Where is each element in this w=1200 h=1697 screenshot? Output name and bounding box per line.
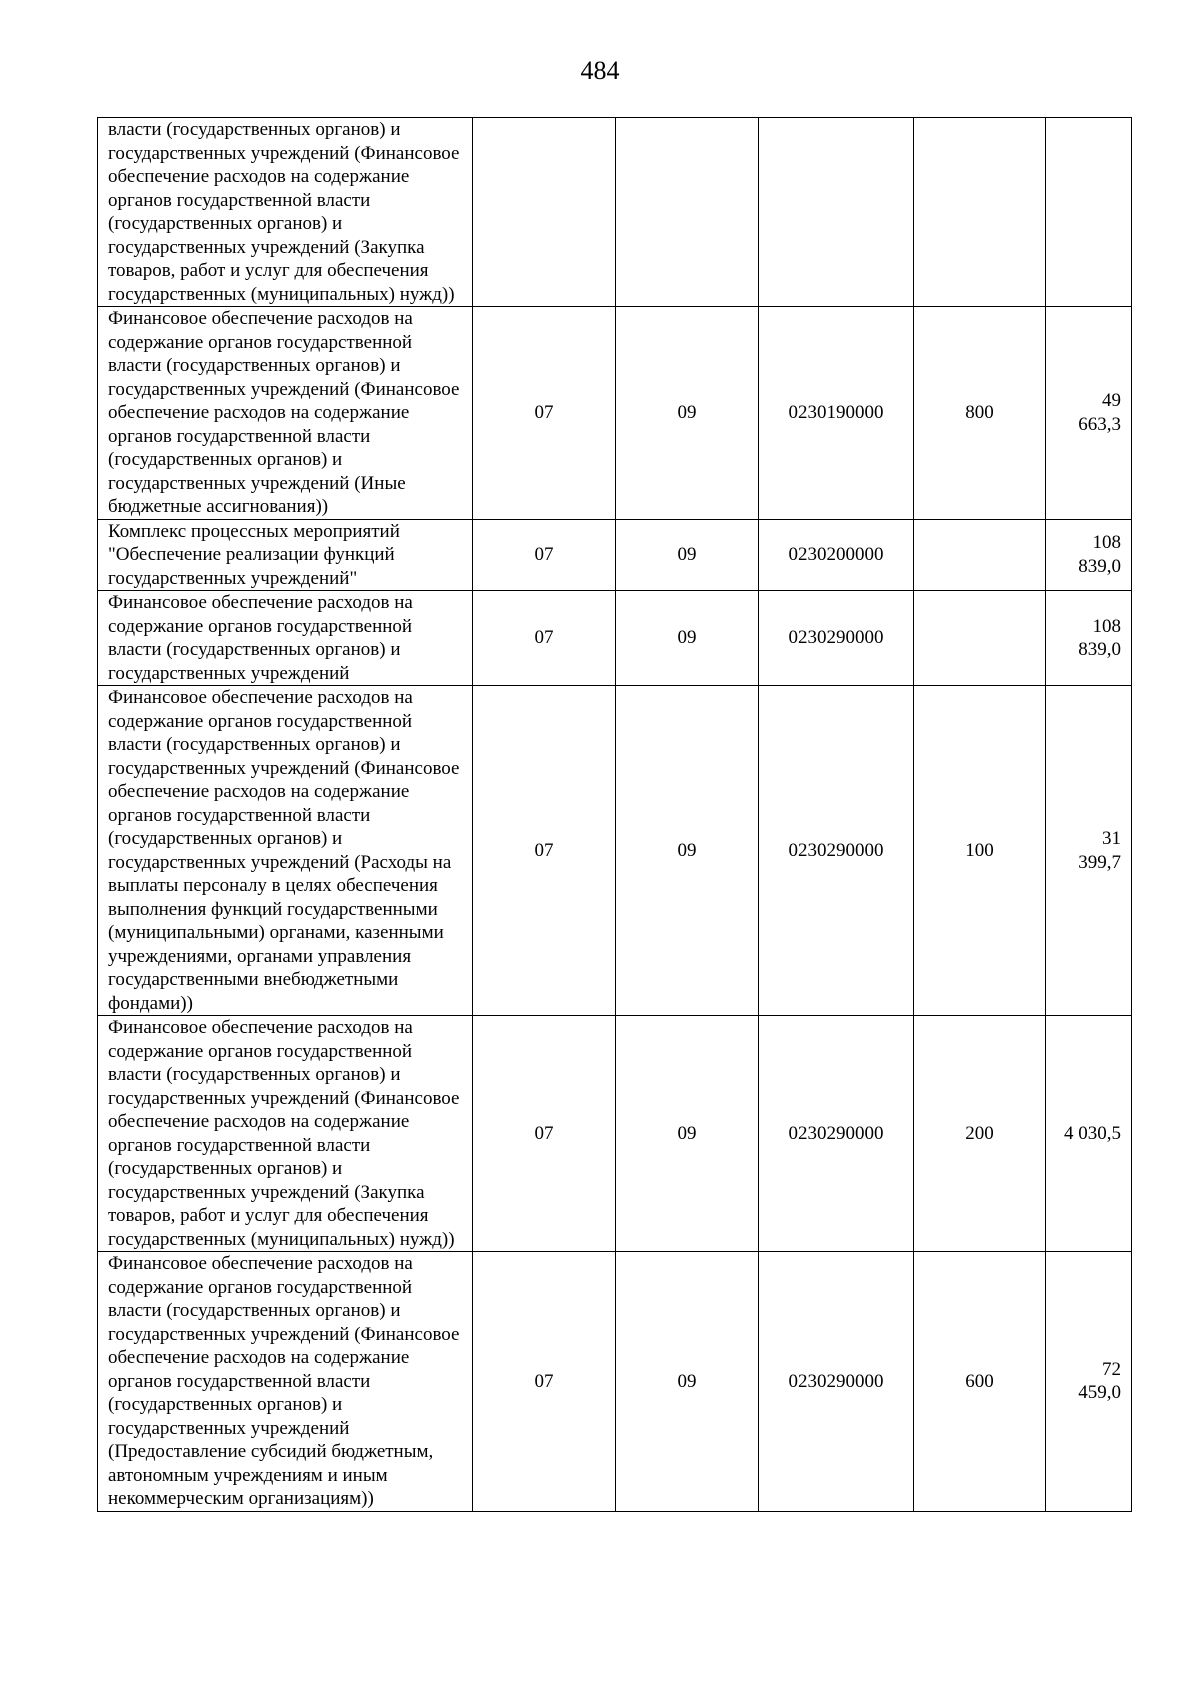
row-amount	[1046, 118, 1132, 307]
row-section-code: 07	[473, 1016, 616, 1252]
row-amount: 31 399,7	[1046, 686, 1132, 1016]
budget-table	[97, 117, 1132, 1512]
row-target-item-code: 0230290000	[759, 591, 914, 686]
row-target-item-code: 0230290000	[759, 1252, 914, 1512]
row-amount: 108 839,0	[1046, 591, 1132, 686]
row-subsection-code: 09	[616, 686, 759, 1016]
row-section-code: 07	[473, 591, 616, 686]
table-row	[98, 307, 1132, 520]
row-expense-type-code: 100	[914, 686, 1046, 1016]
row-description: власти (государственных органов) и государственных учреждений (Финансовое обеспечение расходов на содержание органов государственной власти (государственных органов) и государственных учреждений (Закупка товаров, работ и услуг для обеспечения государственных (муниципальных) нужд))	[98, 118, 473, 307]
row-expense-type-code	[914, 591, 1046, 686]
row-target-item-code: 0230290000	[759, 686, 914, 1016]
row-amount: 72 459,0	[1046, 1252, 1132, 1512]
row-subsection-code	[616, 118, 759, 307]
row-expense-type-code	[914, 118, 1046, 307]
row-description: Финансовое обеспечение расходов на содержание органов государственной власти (государственных органов) и государственных учреждений (Финансовое обеспечение расходов на содержание органов государственной власти (государственных органов) и государственных учреждений (Предоставление субсидий бюджетным, автономным учреждениям и иным некоммерческим организациям))	[98, 1252, 473, 1512]
row-section-code: 07	[473, 519, 616, 591]
table-row	[98, 686, 1132, 1016]
row-expense-type-code: 600	[914, 1252, 1046, 1512]
row-subsection-code: 09	[616, 1252, 759, 1512]
table-row	[98, 118, 1132, 307]
row-subsection-code: 09	[616, 591, 759, 686]
row-target-item-code: 0230290000	[759, 1016, 914, 1252]
row-expense-type-code	[914, 519, 1046, 591]
page-number: 484	[580, 56, 620, 85]
row-amount: 4 030,5	[1046, 1016, 1132, 1252]
table-row	[98, 1252, 1132, 1512]
row-amount: 108 839,0	[1046, 519, 1132, 591]
table-row	[98, 519, 1132, 591]
row-target-item-code: 0230200000	[759, 519, 914, 591]
row-description: Финансовое обеспечение расходов на содержание органов государственной власти (государственных органов) и государственных учреждений (Финансовое обеспечение расходов на содержание органов государственной власти (государственных органов) и государственных учреждений (Закупка товаров, работ и услуг для обеспечения государственных (муниципальных) нужд))	[98, 1016, 473, 1252]
row-section-code	[473, 118, 616, 307]
row-subsection-code: 09	[616, 519, 759, 591]
row-section-code: 07	[473, 307, 616, 520]
row-target-item-code: 0230190000	[759, 307, 914, 520]
row-expense-type-code: 200	[914, 1016, 1046, 1252]
row-section-code: 07	[473, 1252, 616, 1512]
row-description: Финансовое обеспечение расходов на содержание органов государственной власти (государственных органов) и государственных учреждений (Финансовое обеспечение расходов на содержание органов государственной власти (государственных органов) и государственных учреждений (Иные бюджетные ассигнования))	[98, 307, 473, 520]
table-row	[98, 591, 1132, 686]
row-subsection-code: 09	[616, 1016, 759, 1252]
table-row	[98, 1016, 1132, 1252]
row-subsection-code: 09	[616, 307, 759, 520]
row-description: Комплекс процессных мероприятий "Обеспечение реализации функций государственных учреждений"	[98, 519, 473, 591]
row-description: Финансовое обеспечение расходов на содержание органов государственной власти (государственных органов) и государственных учреждений (Финансовое обеспечение расходов на содержание органов государственной власти (государственных органов) и государственных учреждений (Расходы на выплаты персоналу в целях обеспечения выполнения функций государственными (муниципальными) органами, казенными учреждениями, органами управления государственными внебюджетными фондами))	[98, 686, 473, 1016]
row-expense-type-code: 800	[914, 307, 1046, 520]
row-description: Финансовое обеспечение расходов на содержание органов государственной власти (государственных органов) и государственных учреждений	[98, 591, 473, 686]
row-amount: 49 663,3	[1046, 307, 1132, 520]
row-section-code: 07	[473, 686, 616, 1016]
row-target-item-code	[759, 118, 914, 307]
